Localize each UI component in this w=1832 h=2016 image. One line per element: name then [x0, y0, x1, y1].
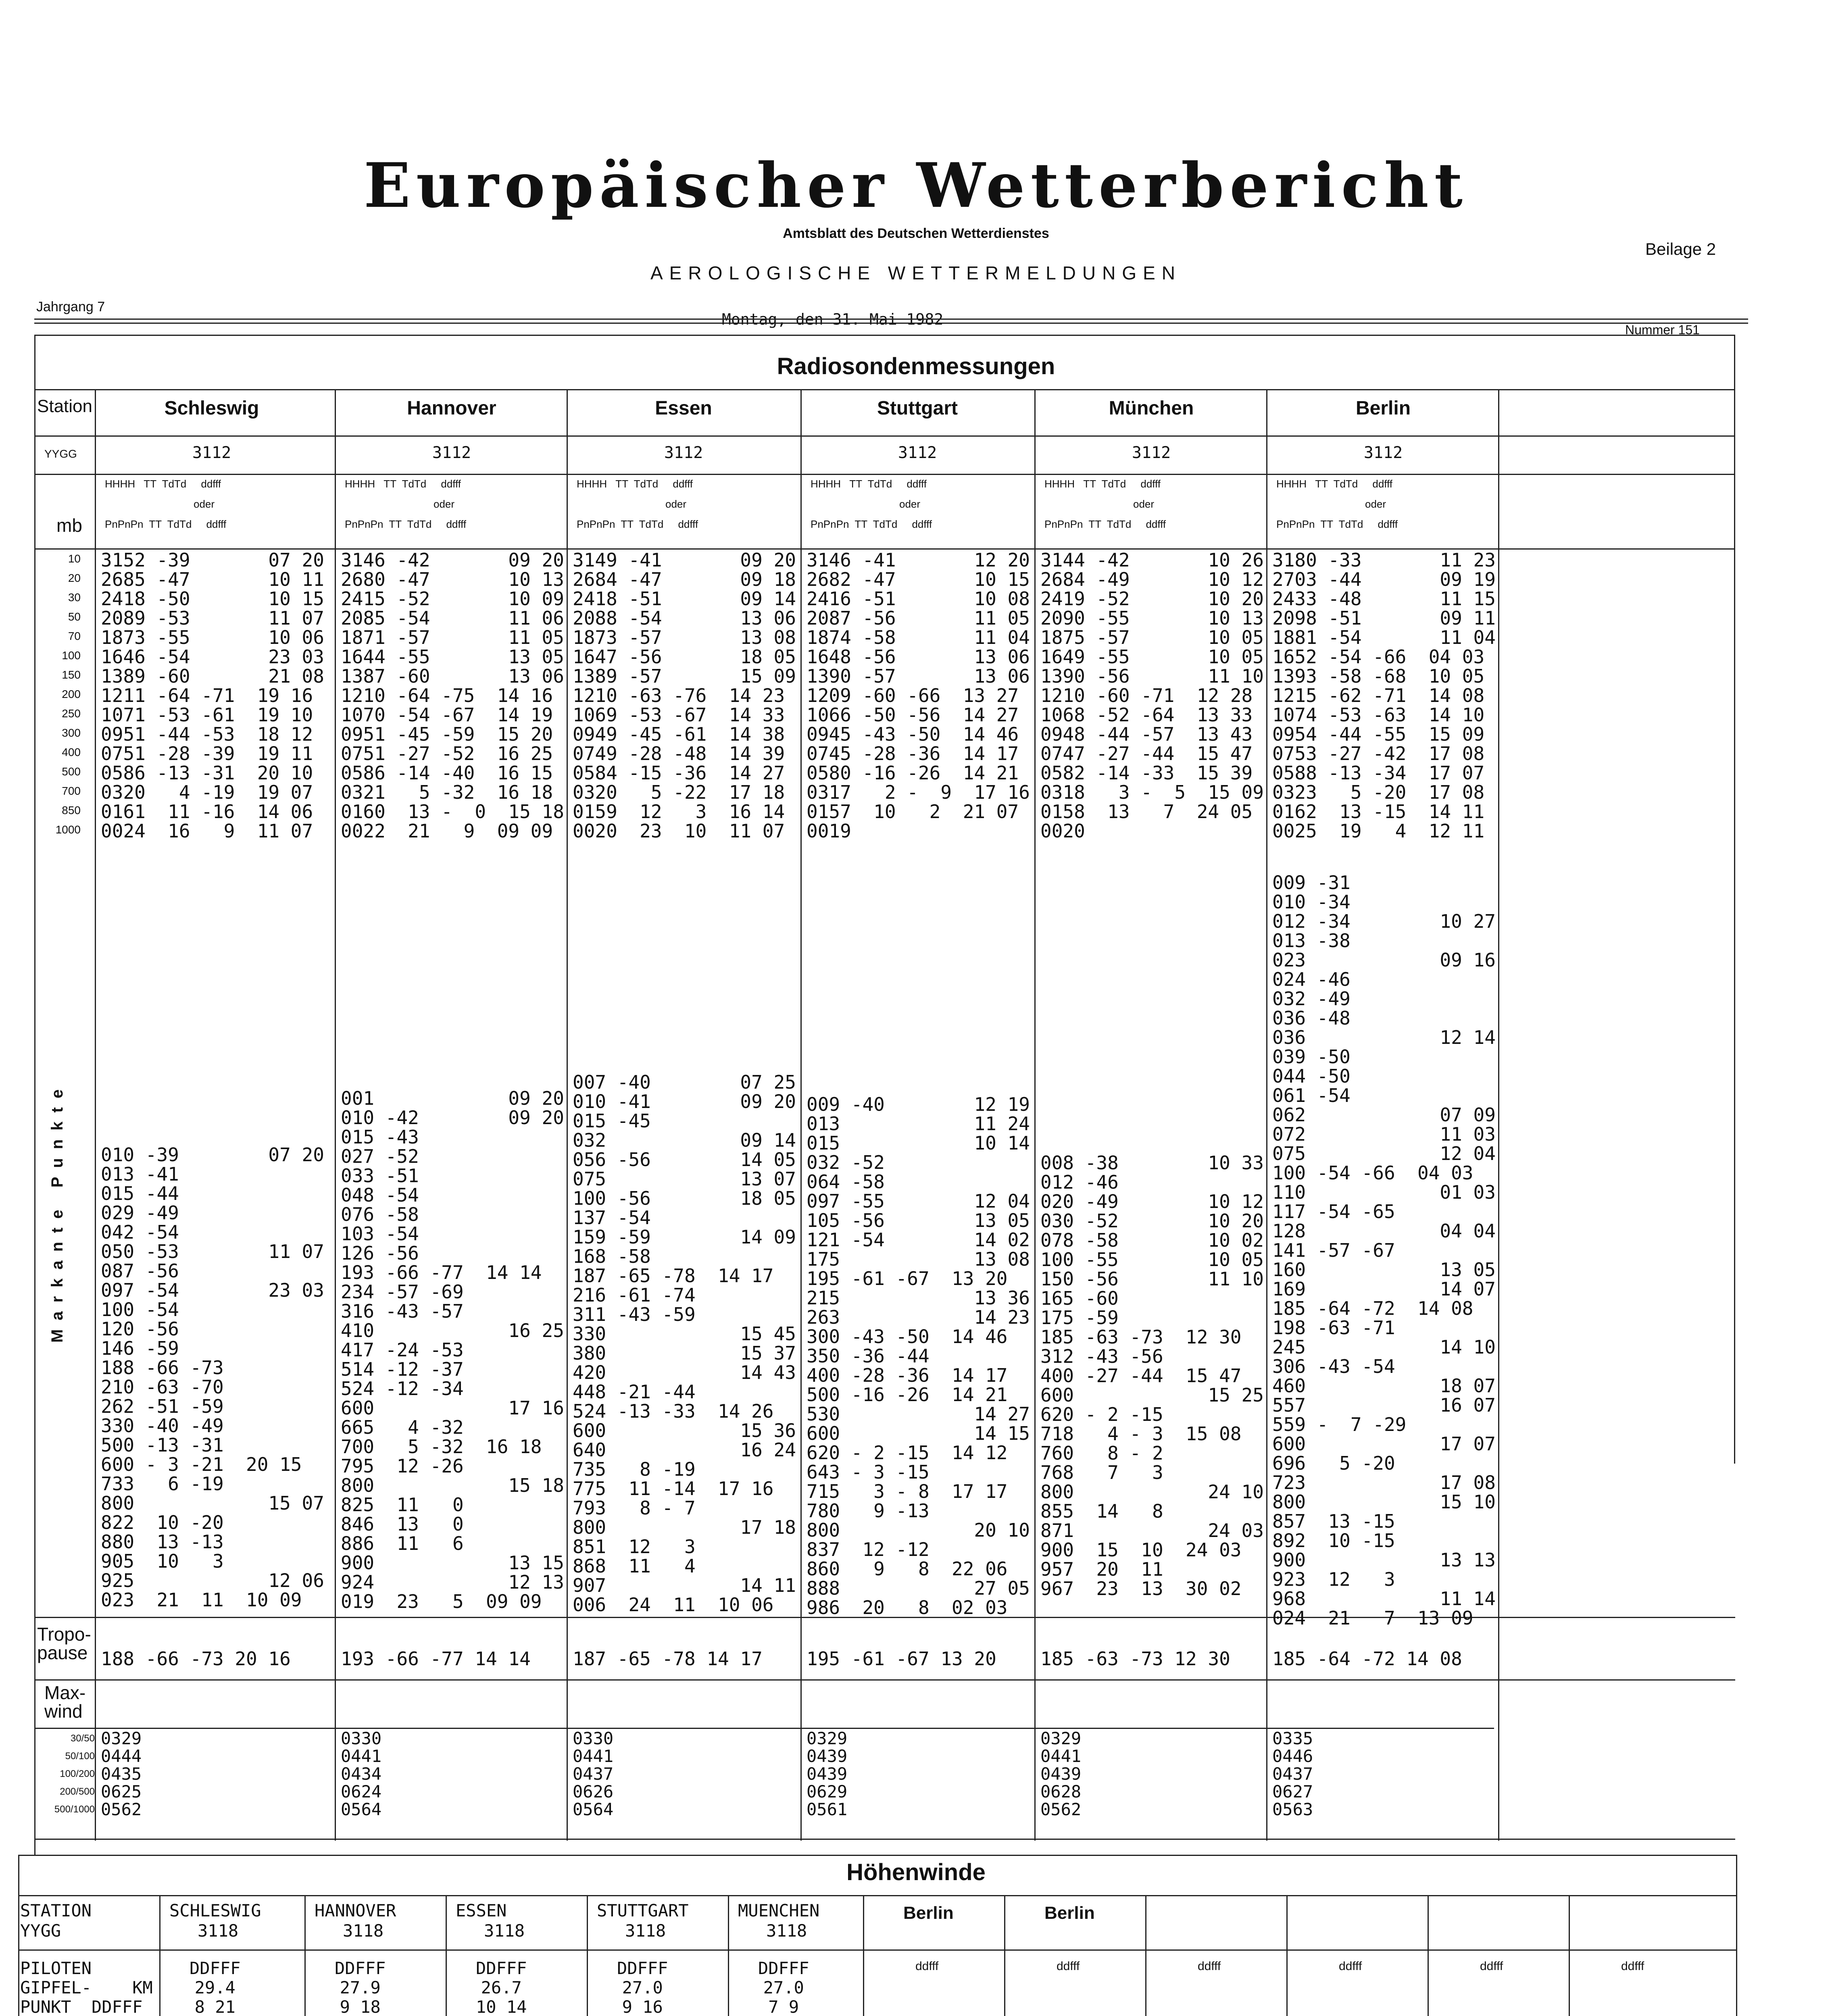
mb-label: mb — [56, 515, 82, 536]
jahrgang-label: Jahrgang 7 — [36, 299, 105, 314]
tropopause-data: 193 -66 -77 14 14 — [341, 1648, 531, 1670]
yygg-label: YYGG — [44, 448, 77, 460]
hw-station-yygg: 3118 — [766, 1921, 807, 1941]
hoehenwinde-title: Höhenwinde — [846, 1859, 986, 1885]
markante-punkte-data: 007 -40 07 25 010 -41 09 20 015 -45 032 09 14 056 -56 14 05 075 13 07 100 -56 18 05 137 -54 159 -59 14 09 168 -58 187 -65 -78 14 17 216 -61 -74 311 -43 -59 330 15 45 380 15 37 420 14 43 448 -21 -44 524 -13 -33 14 26 600 15 36 640 16 24 735 8 -19 775 11 -14 17 16 793 8 - 7 800 17 18 851 12 3 868 11 4 907 14 11 006 24 11 10 06 — [573, 1071, 796, 1616]
hw-station-name: ESSEN — [456, 1901, 507, 1920]
column-header-line2: PnPnPn TT TdTd ddfff — [577, 518, 698, 530]
standard-levels-data: 3146 -42 09 20 2680 -47 10 13 2415 -52 10 09 2085 -54 11 06 1871 -57 11 05 1644 -55 13 05 1387 -60 13 06 1210 -64 -75 14 16 1070 -54 -67 14 19 0951 -45 -59 15 20 0751 -27 -52 16 25 0586 -14 -40 16 15 0321 5 -32 16 18 0160 13 - 0 15 18 0022 21 9 09 09 — [341, 549, 564, 842]
hw-extra-ddfff-header: ddfff — [1198, 1960, 1221, 1973]
standard-levels-data: 3144 -42 10 26 2684 -49 10 12 2419 -52 10 20 2090 -55 10 13 1875 -57 10 05 1649 -55 10 05 1390 -56 11 10 1210 -60 -71 12 28 1068 -52 -64 13 33 0948 -44 -57 13 43 0747 -27 -44 15 47 0582 -14 -33 15 39 0318 3 - 5 15 09 0158 13 7 24 05 0020 — [1040, 549, 1264, 842]
hw-piloten-data: DDFFF 26.7 10 14 — [476, 1958, 527, 2016]
hw-station-yygg: 3118 — [343, 1921, 384, 1941]
markante-punkte-data: 001 09 20 010 -42 09 20 015 -43 027 -52 033 -51 048 -54 076 -58 103 -54 126 -56 193 -66 -77 14 14 234 -57 -69 316 -43 -57 410 16 25 417 -24 -53 514 -12 -37 524 -12 -34 600 17 16 665 4 -32 700 5 -32 16 18 795 12 -26 800 15 18 825 11 0 846 13 0 886 11 6 900 13 15 924 12 13 019 23 5 09 09 — [341, 1087, 564, 1612]
tropopause-label: Tropo- pause — [37, 1624, 91, 1663]
column-header-line2: PnPnPn TT TdTd ddfff — [1044, 518, 1166, 530]
tropopause-data: 195 -61 -67 13 20 — [807, 1648, 996, 1670]
maxwind-data: 0330 0441 0434 0624 0564 — [341, 1729, 382, 1819]
column-header-line2: PnPnPn TT TdTd ddfff — [345, 518, 467, 530]
markante-punkte-data: 009 -31 010 -34 012 -34 10 27 013 -38 023 09 16 024 -46 032 -49 036 -48 036 12 14 039 -50 044 -50 061 -54 062 07 09 072 11 03 075 12 04 100 -54 -66 04 03 110 01 03 117 -54 -65 128 04 04 141 -57 -67 160 13 05 169 14 07 185 -64 -72 14 08 198 -63 -71 245 14 10 306 -43 -54 460 18 07 557 16 07 559 - 7 -29 600 17 07 696 5 -20 723 17 08 800 15 10 857 13 -15 892 10 -15 900 13 13 923 12 3 968 11 14 024 21 7 13 09 — [1272, 872, 1496, 1629]
pressure-levels: 10 20 30 50 70 100 150 200 250 300 400 500 700 850 1000 — [55, 552, 81, 836]
hw-station-label: STATION — [20, 1901, 92, 1920]
station-name: Schleswig — [164, 398, 259, 419]
maxwind-levels: 30/50 50/100 100/200 200/500 500/1000 — [54, 1733, 95, 1815]
tropopause-data: 185 -64 -72 14 08 — [1272, 1648, 1462, 1670]
column-header-line1: HHHH TT TdTd ddfff — [811, 478, 927, 490]
standard-levels-data: 3180 -33 11 23 2703 -44 09 19 2433 -48 11 15 2098 -51 09 11 1881 -54 11 04 1652 -54 -66 04 03 1393 -58 -68 10 05 1215 -62 -71 14 08 1074 -53 -63 14 10 0954 -44 -55 15 09 0753 -27 -42 17 08 0588 -13 -34 17 07 0323 5 -20 17 08 0162 13 -15 14 11 0025 19 4 12 11 — [1272, 549, 1496, 842]
markante-punkte-label: Markante Punkte — [48, 1080, 66, 1343]
hw-piloten-data: DDFFF 27.0 9 16 — [617, 1958, 668, 2016]
document-subtitle: Amtsblatt des Deutschen Wetterdienstes — [783, 226, 1049, 241]
station-name: Essen — [655, 398, 712, 419]
station-yygg: 3112 — [432, 444, 471, 462]
hw-extra-ddfff-header: ddfff — [915, 1960, 939, 1973]
hw-extra-station: Berlin — [903, 1903, 954, 1923]
maxwind-data: 0330 0441 0437 0626 0564 — [573, 1729, 614, 1819]
standard-levels-data: 3152 -39 07 20 2685 -47 10 11 2418 -50 10 15 2089 -53 11 07 1873 -55 10 06 1646 -54 23 03 1389 -60 21 08 1211 -64 -71 19 16 1071 -53 -61 19 10 0951 -44 -53 18 12 0751 -28 -39 19 11 0586 -13 -31 20 10 0320 4 -19 19 07 0161 11 -16 14 06 0024 16 9 11 07 — [101, 549, 324, 842]
station-yygg: 3112 — [898, 444, 937, 462]
column-header-line1: HHHH TT TdTd ddfff — [1276, 478, 1393, 490]
hw-extra-ddfff-header: ddfff — [1480, 1960, 1503, 1973]
section-title: AEROLOGISCHE WETTERMELDUNGEN — [650, 262, 1182, 283]
column-header-line1: HHHH TT TdTd ddfff — [1044, 478, 1161, 490]
beilage-label: Beilage 2 — [1645, 240, 1716, 258]
issue-date: Montag, den 31. Mai 1982 — [722, 310, 944, 328]
hw-station-name: HANNOVER — [315, 1901, 396, 1920]
station-yygg: 3112 — [664, 444, 703, 462]
column-header-line1: HHHH TT TdTd ddfff — [577, 478, 693, 490]
column-header-line2: PnPnPn TT TdTd ddfff — [105, 518, 227, 530]
column-header-line1: HHHH TT TdTd ddfff — [345, 478, 461, 490]
column-header-oder: oder — [665, 498, 687, 510]
column-header-line2: PnPnPn TT TdTd ddfff — [811, 518, 932, 530]
column-header-oder: oder — [1133, 498, 1155, 510]
hw-extra-ddfff-header: ddfff — [1621, 1960, 1644, 1973]
markante-punkte-data: 010 -39 07 20 013 -41 015 -44 029 -49 042 -54 050 -53 11 07 087 -56 097 -54 23 03 100 -54 120 -56 146 -59 188 -66 -73 210 -63 -70 262 -51 -59 330 -40 -49 500 -13 -31 600 - 3 -21 20 15 733 6 -19 800 15 07 822 10 -20 880 13 -13 905 10 3 925 12 06 023 21 11 10 09 — [101, 1144, 324, 1611]
radiosonde-title: Radiosondenmessungen — [777, 353, 1055, 379]
standard-levels-data: 3146 -41 12 20 2682 -47 10 15 2416 -51 10 08 2087 -56 11 05 1874 -58 11 04 1648 -56 13 06 1390 -57 13 06 1209 -60 -66 13 27 1066 -50 -56 14 27 0945 -43 -50 14 46 0745 -28 -36 14 17 0580 -16 -26 14 21 0317 2 - 9 17 16 0157 10 2 21 07 0019 — [807, 549, 1030, 842]
maxwind-data: 0329 0444 0435 0625 0562 — [101, 1729, 142, 1819]
hw-extra-station: Berlin — [1044, 1903, 1095, 1923]
issue-number: Nummer 151 — [1625, 323, 1700, 337]
hw-station-name: SCHLESWIG — [169, 1901, 261, 1920]
maxwind-data: 0329 0441 0439 0628 0562 — [1040, 1729, 1082, 1819]
column-header-line2: PnPnPn TT TdTd ddfff — [1276, 518, 1398, 530]
hw-yygg-label: YYGG — [20, 1921, 61, 1941]
tropopause-data: 187 -65 -78 14 17 — [573, 1648, 763, 1670]
station-name: Stuttgart — [877, 398, 958, 419]
hw-piloten-data: DDFFF 29.4 8 21 — [190, 1958, 241, 2016]
station-label: Station — [37, 396, 92, 416]
column-header-oder: oder — [194, 498, 215, 510]
station-name: München — [1109, 398, 1194, 419]
station-yygg: 3112 — [192, 444, 231, 462]
standard-levels-data: 3149 -41 09 20 2684 -47 09 18 2418 -51 09 14 2088 -54 13 06 1873 -57 13 08 1647 -56 18 05 1389 -57 15 09 1210 -63 -76 14 23 1069 -53 -67 14 33 0949 -45 -61 14 38 0749 -28 -48 14 39 0584 -15 -36 14 27 0320 5 -22 17 18 0159 12 3 16 14 0020 23 10 11 07 — [573, 549, 796, 842]
hw-piloten-data: DDFFF 27.0 7 9 — [758, 1958, 809, 2016]
column-header-oder: oder — [899, 498, 921, 510]
markante-punkte-data: 008 -38 10 33 012 -46 020 -49 10 12 030 -52 10 20 078 -58 10 02 100 -55 10 05 150 -56 11 10 165 -60 175 -59 185 -63 -73 12 30 312 -43 -56 400 -27 -44 15 47 600 15 25 620 - 2 -15 718 4 - 3 15 08 760 8 - 2 768 7 3 800 24 10 855 14 8 871 24 03 900 15 10 24 03 957 20 11 967 23 13 30 02 — [1040, 1152, 1264, 1599]
tropopause-data: 185 -63 -73 12 30 — [1040, 1648, 1230, 1670]
hw-extra-ddfff-header: ddfff — [1057, 1960, 1080, 1973]
hw-station-name: STUTTGART — [597, 1901, 689, 1920]
column-header-line1: HHHH TT TdTd ddfff — [105, 478, 221, 490]
maxwind-label: Max- wind — [44, 1682, 86, 1722]
station-name: Hannover — [407, 398, 496, 419]
hw-station-yygg: 3118 — [484, 1921, 525, 1941]
station-yygg: 3112 — [1132, 444, 1171, 462]
column-header-oder: oder — [434, 498, 455, 510]
hw-extra-ddfff-header: ddfff — [1339, 1960, 1362, 1973]
header-rule-2 — [34, 323, 1748, 324]
hw-station-yygg: 3118 — [198, 1921, 239, 1941]
column-header-oder: oder — [1365, 498, 1386, 510]
document-title: Europäischer Wetterbericht — [364, 149, 1468, 221]
markante-punkte-data: 009 -40 12 19 013 11 24 015 10 14 032 -52 064 -58 097 -55 12 04 105 -56 13 05 121 -54 14 02 175 13 08 195 -61 -67 13 20 215 13 36 263 14 23 300 -43 -50 14 46 350 -36 -44 400 -28 -36 14 17 500 -16 -26 14 21 530 14 27 600 14 15 620 - 2 -15 14 12 643 - 3 -15 715 3 - 8 17 17 780 9 -13 800 20 10 837 12 -12 860 9 8 22 06 888 27 05 986 20 8 02 03 — [807, 1093, 1030, 1618]
header-rule — [34, 319, 1748, 320]
station-name: Berlin — [1355, 398, 1411, 419]
hw-station-name: MUENCHEN — [738, 1901, 820, 1920]
hw-piloten-data: DDFFF 27.9 9 18 — [335, 1958, 386, 2016]
maxwind-data: 0329 0439 0439 0629 0561 — [807, 1729, 848, 1819]
maxwind-data: 0335 0446 0437 0627 0563 — [1272, 1729, 1313, 1819]
hw-piloten-label: PILOTEN GIPFEL- KM PUNKT DDFFF — [20, 1958, 153, 2016]
station-yygg: 3112 — [1363, 444, 1403, 462]
tropopause-data: 188 -66 -73 20 16 — [101, 1648, 291, 1670]
hw-station-yygg: 3118 — [625, 1921, 666, 1941]
